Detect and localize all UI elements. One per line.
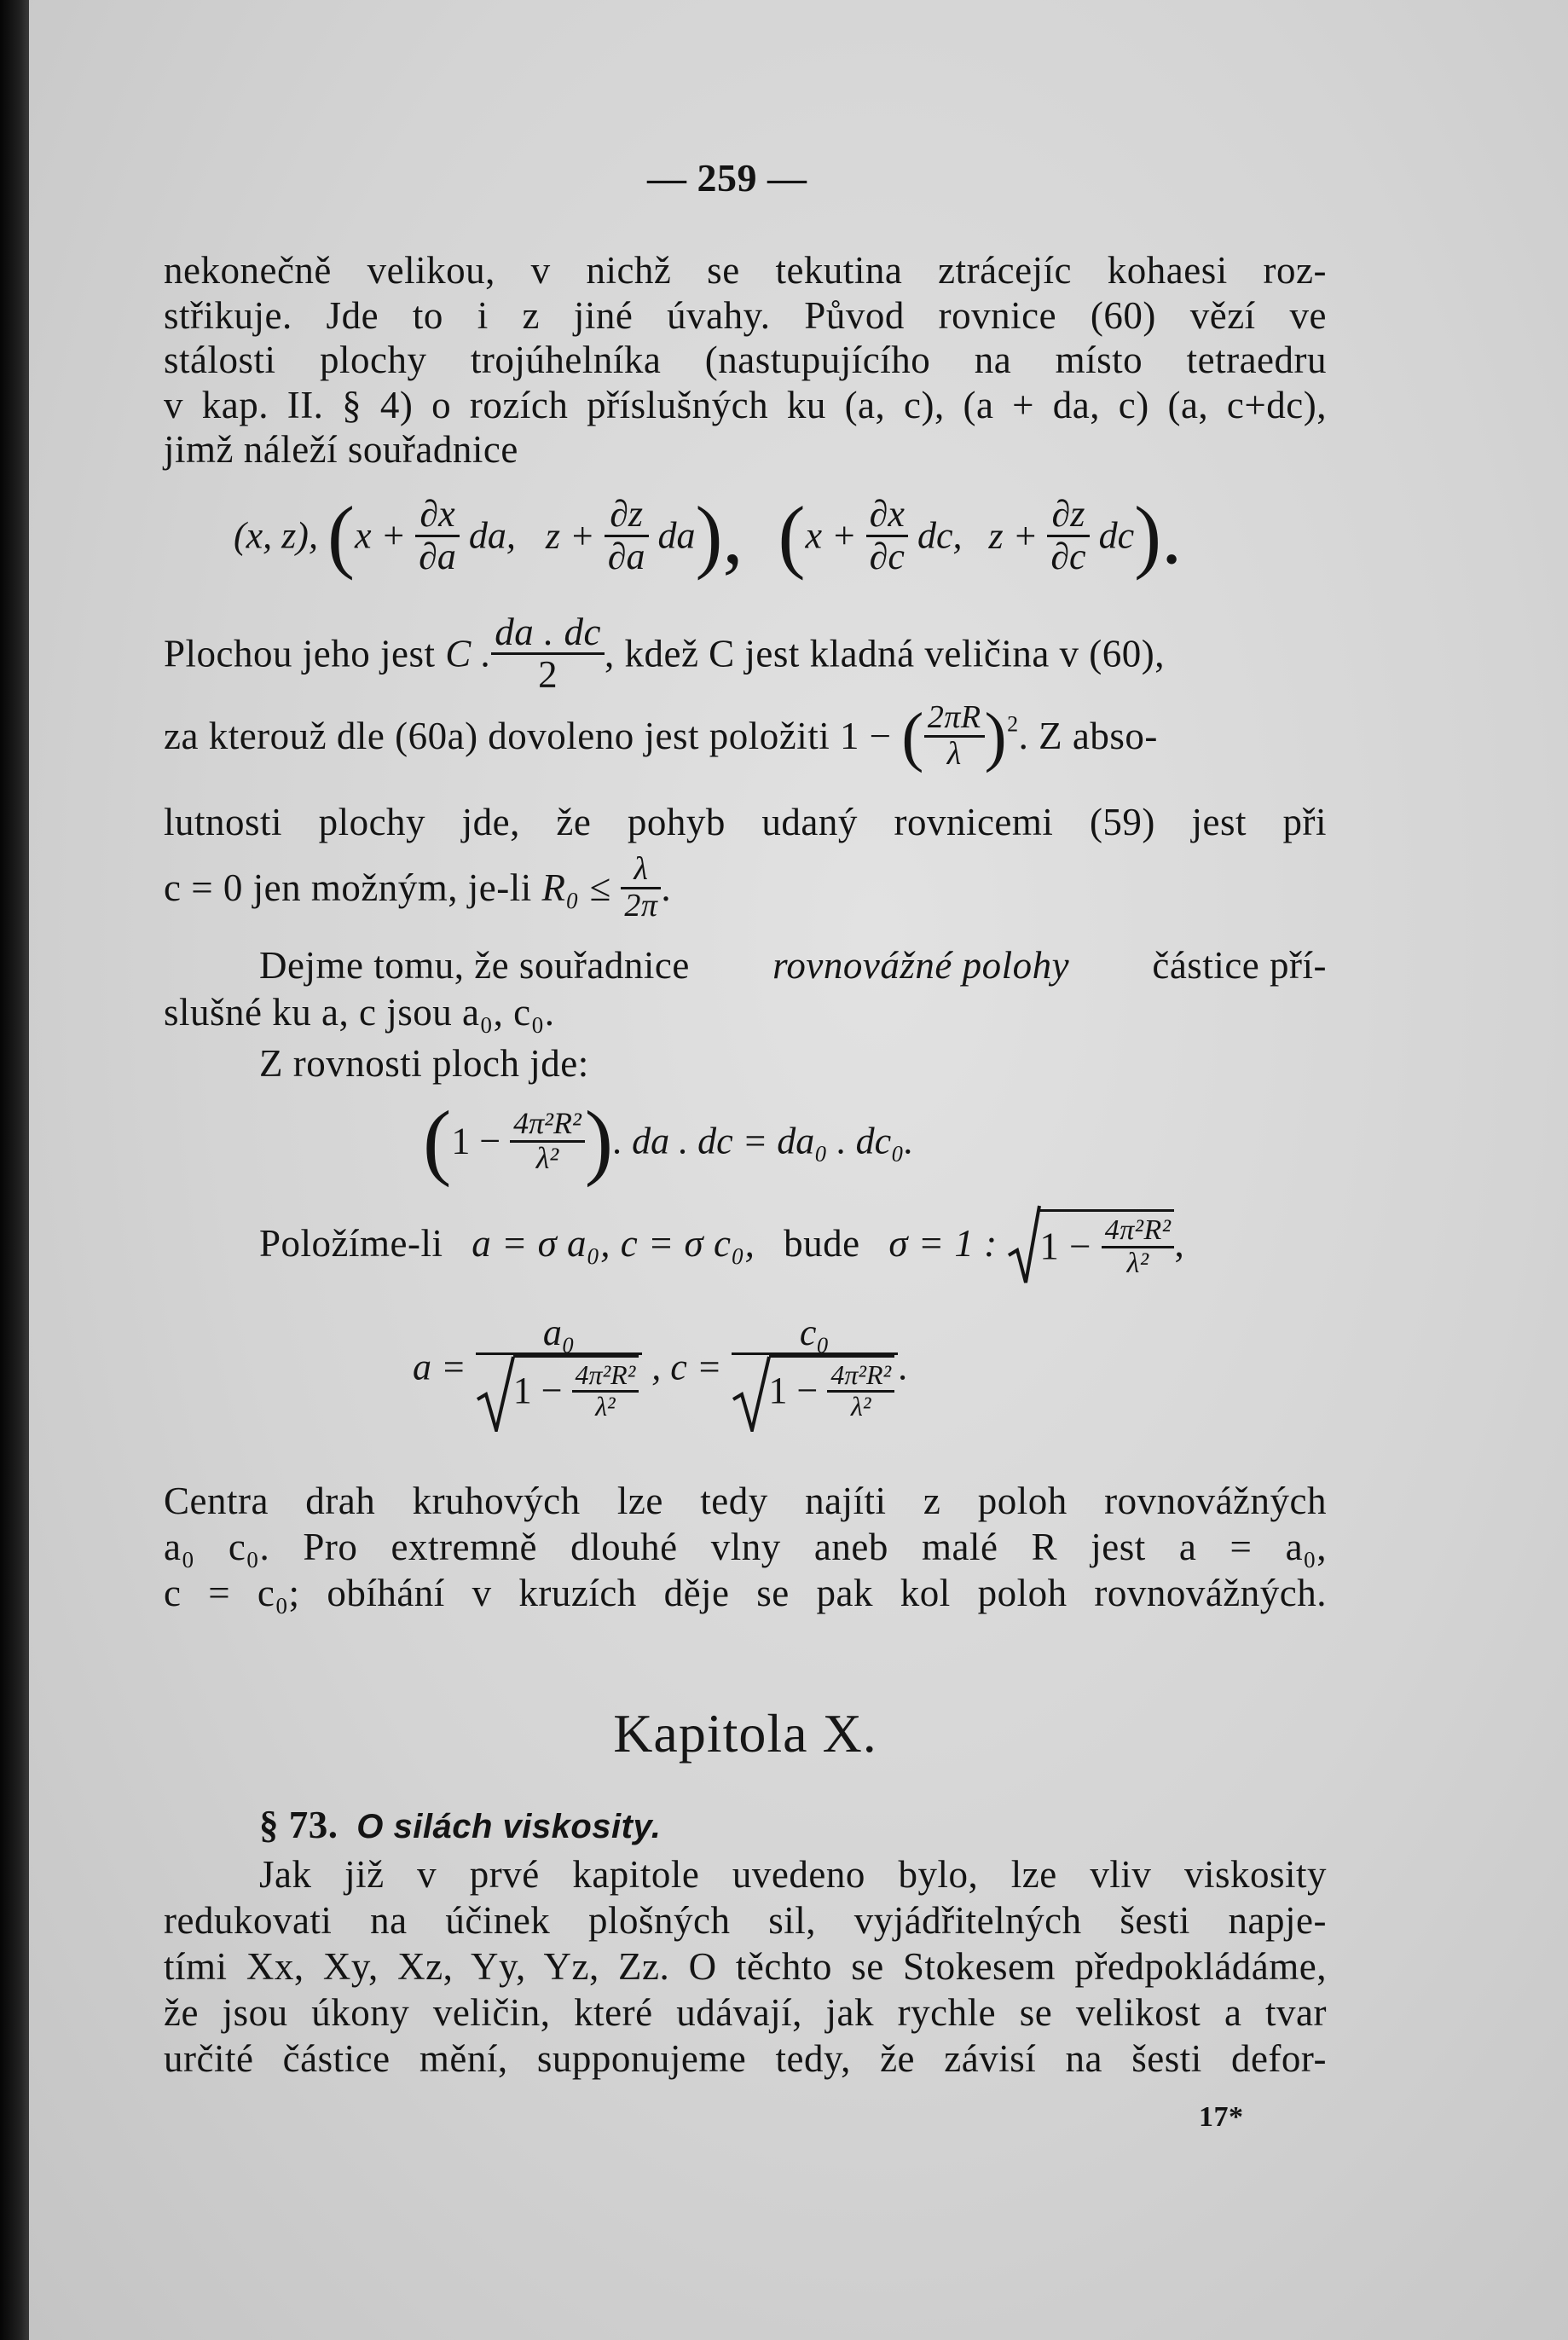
subst-exponent: 2 — [1007, 711, 1019, 737]
area-frac-num: da . dc — [491, 612, 605, 655]
eq3-a-num: a₀ — [476, 1313, 643, 1355]
polozime-frac — [1102, 1215, 1175, 1278]
cond-frac-num: λ — [621, 853, 661, 889]
eq1-a-frac-dz — [605, 495, 649, 576]
subst-paren-close: ) — [984, 698, 1008, 773]
eq1-point-xz: (x, z), — [234, 514, 318, 557]
polozime-sqrt — [1007, 1209, 1174, 1278]
sqrt-sign-icon — [476, 1355, 515, 1432]
dejme-italic: rovnovážné polohy — [772, 944, 1070, 987]
eq1-b-x: x + — [805, 514, 857, 557]
eq3-a: a = — [413, 1346, 466, 1388]
equation-coordinates — [234, 489, 1308, 605]
text-line-body2-4: že jsou úkony veličin, které udávají, jak rychle se velikost a tvar — [164, 1991, 1327, 2034]
text-line-body2-2: redukovati na účinek plošných sil, vyjádřitelných šesti napje- — [164, 1899, 1327, 1942]
area-c: C . — [445, 632, 492, 675]
sqrt-sign-icon — [732, 1355, 771, 1432]
signature-mark: 17* — [1199, 2101, 1244, 2133]
eq1-a-frac-dx-den: ∂a — [419, 535, 456, 577]
eq3-c-inner-num: 4π²R² — [827, 1361, 894, 1393]
text-line-3: stálosti plochy trojúhelníka (nastupujícího na místo tetraedru — [164, 339, 1327, 381]
eq3-c-frac — [732, 1313, 899, 1421]
text-line-body2-5: určité částice mění, supponujeme tedy, že závisí na šesti defor- — [164, 2037, 1327, 2080]
section-number: § 73. — [259, 1804, 338, 1846]
area-frac — [491, 612, 605, 696]
eq2-frac — [510, 1105, 585, 1175]
area-line — [164, 612, 1327, 698]
eq1-b-frac-dx — [866, 495, 908, 576]
eq3-end: . — [898, 1346, 908, 1388]
text-line-dejme — [259, 944, 1327, 987]
polozime-line — [259, 1209, 1184, 1303]
subst-post: . Z abso- — [1018, 714, 1158, 757]
dejme-part1: Dejme tomu, že souřadnice — [259, 944, 690, 987]
eq1-b-frac-dx-num: ∂x — [866, 495, 908, 536]
book-binding-edge — [0, 0, 29, 2340]
dejme-part3: částice pří- — [1152, 944, 1327, 987]
equation-a-c — [413, 1313, 907, 1458]
substitution-line — [164, 698, 1327, 786]
text-line-body2-3: tími Xx, Xy, Xz, Yy, Yz, Zz. O těchto se Stokesem předpokládáme, — [164, 1945, 1327, 1988]
eq1-a-frac-dz-num: ∂z — [605, 495, 649, 536]
condition-line — [164, 853, 671, 938]
text-line-absolutnosti: lutnosti plochy jde, že pohyb udaný rovnicemi (59) jest při — [164, 801, 1327, 843]
eq3-c-den — [732, 1355, 899, 1421]
subst-paren-open: ( — [901, 698, 924, 773]
section-heading — [259, 1806, 661, 1845]
eq3-a-one: 1 − — [512, 1370, 563, 1412]
cond-pre: c = 0 jen možným, je-li — [164, 866, 532, 909]
eq3-a-inner-frac — [572, 1361, 639, 1421]
equation-area-equality — [423, 1093, 914, 1192]
eq2-one: 1 − — [451, 1120, 501, 1162]
text-line-slusne: slušné ku a, c jsou a₀, c₀. — [164, 991, 555, 1034]
eq2-rest: . da . dc = da₀ . dc₀. — [613, 1120, 914, 1162]
polozime-mid: a = σ a₀, c = σ c₀, — [472, 1222, 755, 1266]
book-page — [29, 0, 1568, 2340]
eq2-paren-close: ) — [584, 1093, 614, 1188]
eq1-b-z: z + — [988, 514, 1039, 557]
page-number: — 259 — — [647, 156, 807, 200]
eq1-a-frac-dx — [415, 495, 460, 576]
eq1-a-frac-dx-num: ∂x — [415, 495, 460, 536]
eq2-paren-open: ( — [423, 1093, 452, 1188]
sqrt-sign-icon — [1007, 1204, 1041, 1286]
polozime-post: , — [1174, 1222, 1185, 1266]
eq3-c-inner-den: λ² — [851, 1390, 871, 1422]
polozime-frac-den: λ² — [1126, 1247, 1149, 1279]
cond-r0: R₀ ≤ — [541, 866, 611, 909]
eq1-a-da: da, — [468, 514, 516, 557]
eq1-b-frac-dz — [1047, 495, 1089, 576]
eq1-b-frac-dz-num: ∂z — [1047, 495, 1089, 536]
area-frac-den: 2 — [538, 653, 558, 697]
eq1-paren-close-a: ), — [695, 489, 743, 581]
eq3-a-den — [476, 1355, 643, 1421]
eq1-paren-open-a: ( — [327, 489, 355, 581]
text-line-2: střikuje. Jde to i z jiné úvahy. Původ rovnice (60) vězí ve — [164, 294, 1327, 337]
text-line-centra-1: Centra drah kruhových lze tedy najíti z poloh rovnovážných — [164, 1480, 1327, 1522]
eq3-c: , c = — [651, 1346, 722, 1388]
eq3-c-num: c₀ — [732, 1313, 899, 1355]
polozime-bude: bude — [784, 1222, 860, 1266]
subst-frac-den: λ — [946, 735, 962, 772]
subst-frac — [924, 701, 985, 772]
area-pre: Plochou jeho jest — [164, 632, 436, 675]
eq1-b-dc2: dc — [1098, 514, 1135, 557]
cond-frac — [621, 853, 661, 924]
polozime-sigma: σ = 1 : — [888, 1222, 998, 1266]
eq3-c-inner-frac — [827, 1361, 894, 1421]
eq1-a-frac-dz-den: ∂a — [607, 535, 645, 577]
eq2-frac-den: λ² — [535, 1140, 559, 1175]
text-line-body2-1: Jak již v prvé kapitole uvedeno bylo, lze vliv viskosity — [259, 1853, 1327, 1896]
section-title: O silách viskosity. — [356, 1808, 662, 1845]
eq1-a-z: z + — [545, 514, 595, 557]
text-line-1: nekonečně velikou, v nichž se tekutina ztrácejíc kohaesi roz- — [164, 249, 1327, 292]
text-line-zrovnosti: Z rovnosti ploch jde: — [259, 1042, 589, 1085]
polozime-pre: Položíme-li — [259, 1222, 443, 1266]
subst-pre: za kterouž dle (60a) dovoleno jest položiti 1 − — [164, 714, 892, 757]
eq1-b-dc: dc, — [917, 514, 963, 557]
eq1-paren-open-b: ( — [778, 489, 806, 581]
text-line-4: v kap. II. § 4) o rozích příslušných ku (a, c), (a + da, c) (a, c+dc), — [164, 384, 1327, 426]
eq3-a-inner-num: 4π²R² — [572, 1361, 639, 1393]
polozime-one: 1 − — [1039, 1225, 1092, 1268]
eq3-a-inner-den: λ² — [595, 1390, 616, 1422]
eq1-b-frac-dz-den: ∂c — [1050, 535, 1086, 577]
eq2-frac-num: 4π²R² — [510, 1108, 585, 1143]
eq1-a-da2: da — [657, 514, 696, 557]
cond-post: . — [661, 866, 672, 909]
text-line-centra-3: c = c₀; obíhání v kruzích děje se pak kol poloh rovnovážných. — [164, 1572, 1327, 1614]
area-post: , kdež C jest kladná veličina v (60), — [604, 632, 1166, 675]
text-line-centra-2: a₀ c₀. Pro extremně dlouhé vlny aneb malé R jest a = a₀, — [164, 1526, 1327, 1568]
subst-frac-num: 2πR — [924, 701, 985, 738]
eq3-a-frac — [476, 1313, 643, 1421]
chapter-heading: Kapitola X. — [613, 1703, 877, 1764]
polozime-frac-num: 4π²R² — [1102, 1215, 1175, 1248]
text-line-5: jimž náleží souřadnice — [164, 428, 518, 471]
eq1-b-frac-dx-den: ∂c — [869, 535, 905, 577]
eq3-c-one: 1 − — [768, 1370, 819, 1412]
eq1-paren-close-b: ). — [1134, 489, 1183, 581]
eq1-a-x: x + — [354, 514, 407, 557]
cond-frac-den: 2π — [624, 887, 658, 924]
